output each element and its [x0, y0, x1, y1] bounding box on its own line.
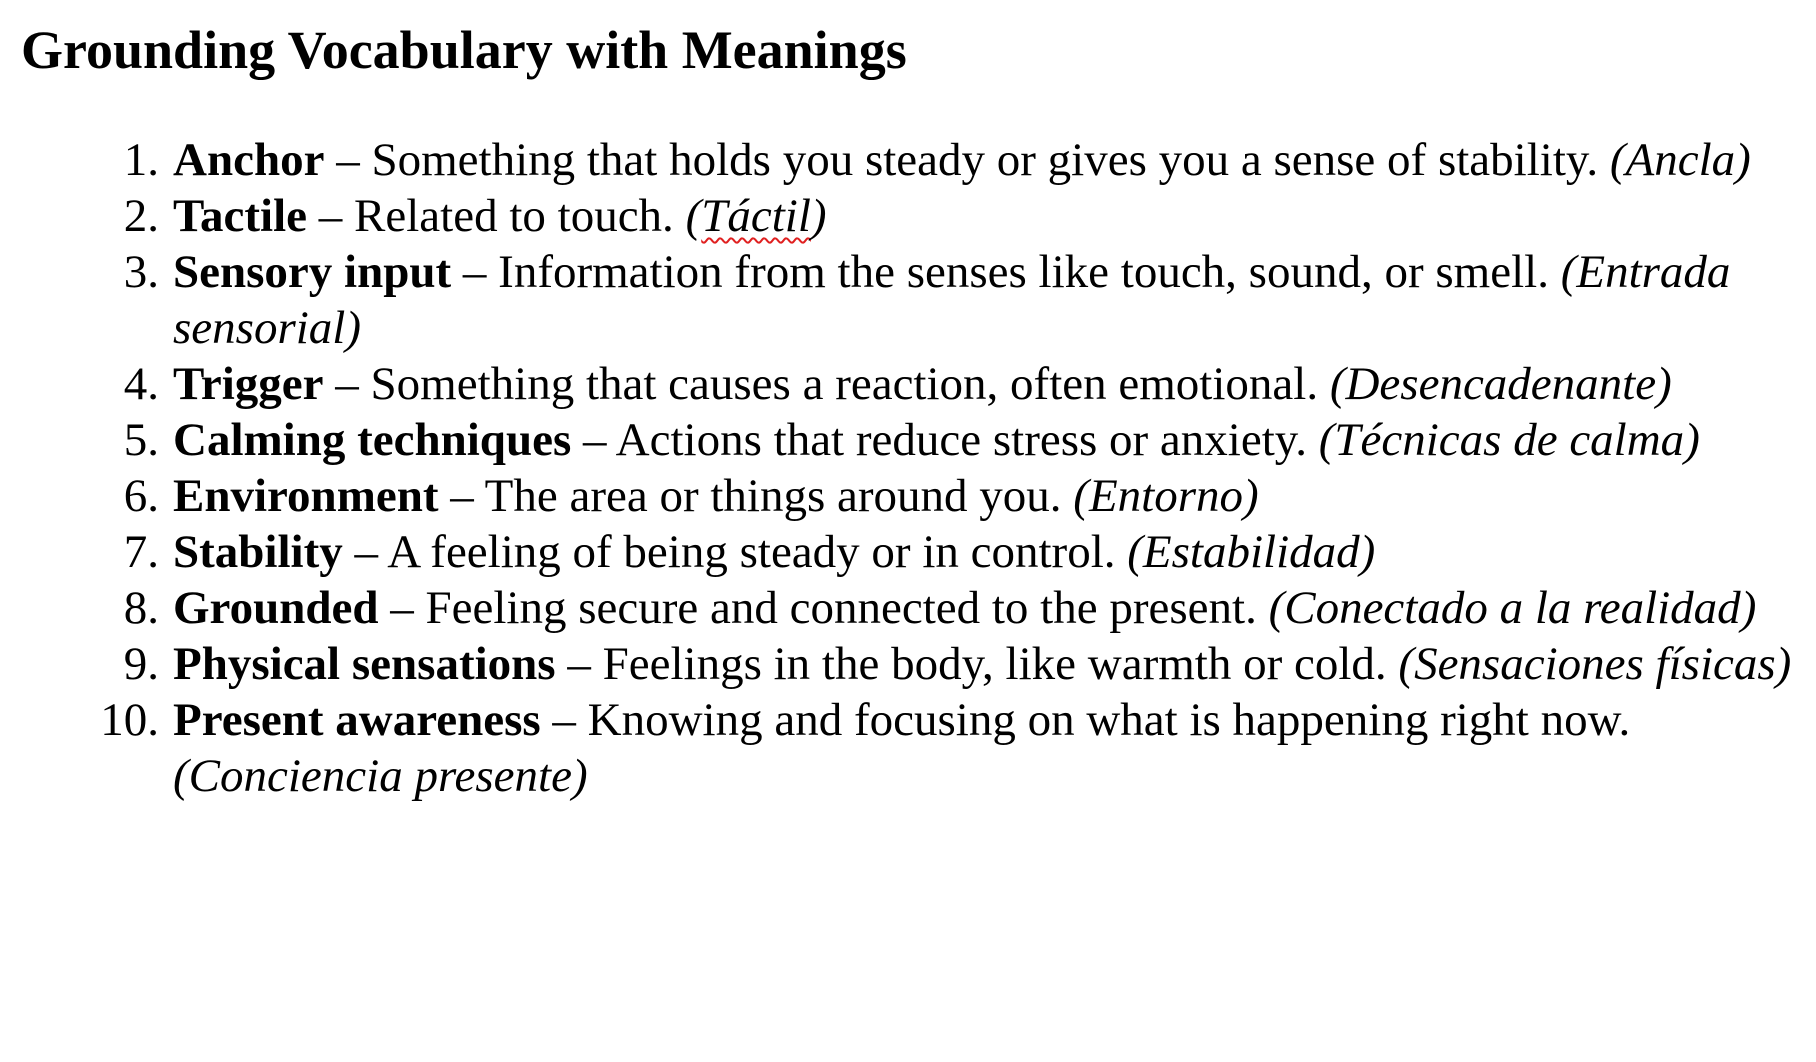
item-definition: A feeling of being steady or in control. [387, 526, 1116, 578]
item-definition: Information from the senses like touch, sound, or smell. [498, 246, 1549, 298]
item-translation: (Estabilidad) [1127, 526, 1376, 578]
item-translation: (Táctil) [685, 190, 827, 242]
item-definition: Feeling secure and connected to the present. [425, 582, 1257, 634]
item-definition: Related to touch. [354, 190, 674, 242]
item-definition: Something that holds you steady or gives you a sense of stability. [371, 134, 1599, 186]
item-translation: (Técnicas de calma) [1318, 414, 1700, 466]
item-translation: (Desencadenante) [1329, 358, 1672, 410]
item-dash: – [438, 470, 485, 522]
list-item [21, 356, 1816, 412]
item-translation: (Conectado a la realidad) [1268, 582, 1757, 634]
list-item [21, 692, 1816, 804]
list-item [21, 468, 1816, 524]
item-translation: (Entrada sensorial) [173, 246, 1731, 354]
item-number: 7. [123, 526, 159, 578]
item-number: 2. [123, 190, 159, 242]
item-term: Anchor [173, 134, 325, 186]
item-definition: Actions that reduce stress or anxiety. [615, 414, 1307, 466]
list-item [21, 580, 1816, 636]
list-item [21, 636, 1816, 692]
list-item [21, 244, 1816, 356]
item-term: Sensory input [173, 246, 452, 298]
item-dash: – [451, 246, 499, 298]
item-term: Stability [173, 526, 343, 578]
item-term: Trigger [173, 358, 324, 410]
item-number: 4. [123, 358, 159, 410]
item-dash: – [540, 694, 588, 746]
item-translation: (Ancla) [1609, 134, 1751, 186]
item-dash: – [378, 582, 426, 634]
item-number: 8. [123, 582, 159, 634]
item-term: Environment [173, 470, 439, 522]
list-item [21, 188, 1816, 244]
item-number: 5. [123, 414, 159, 466]
item-translation: (Entorno) [1073, 470, 1259, 522]
item-dash: – [323, 358, 371, 410]
item-definition: Feelings in the body, like warmth or cold. [602, 638, 1387, 690]
item-term: Tactile [173, 190, 308, 242]
item-number: 6. [123, 470, 159, 522]
item-term: Present awareness [173, 694, 541, 746]
list-item [21, 132, 1816, 188]
item-number: 3. [123, 246, 159, 298]
item-dash: – [324, 134, 372, 186]
item-dash: – [571, 414, 616, 466]
item-dash: – [307, 190, 355, 242]
item-definition: Knowing and focusing on what is happening right now. [587, 694, 1631, 746]
list-item [21, 412, 1816, 468]
item-definition: The area or things around you. [484, 470, 1062, 522]
item-translation: (Conciencia presente) [173, 750, 588, 802]
item-translation: (Sensaciones físicas) [1398, 638, 1792, 690]
item-term: Calming techniques [173, 414, 572, 466]
page-title: Grounding Vocabulary with Meanings [21, 20, 907, 80]
item-term: Physical sensations [173, 638, 556, 690]
item-number: 1. [123, 134, 159, 186]
item-dash: – [342, 526, 388, 578]
item-term: Grounded [173, 582, 379, 634]
spellcheck-underline: Táctil [701, 190, 811, 242]
item-number: 10. [100, 694, 159, 746]
vocabulary-list [21, 132, 1816, 804]
item-definition: Something that causes a reaction, often emotional. [370, 358, 1319, 410]
list-item [21, 524, 1816, 580]
item-number: 9. [123, 638, 159, 690]
item-dash: – [555, 638, 603, 690]
